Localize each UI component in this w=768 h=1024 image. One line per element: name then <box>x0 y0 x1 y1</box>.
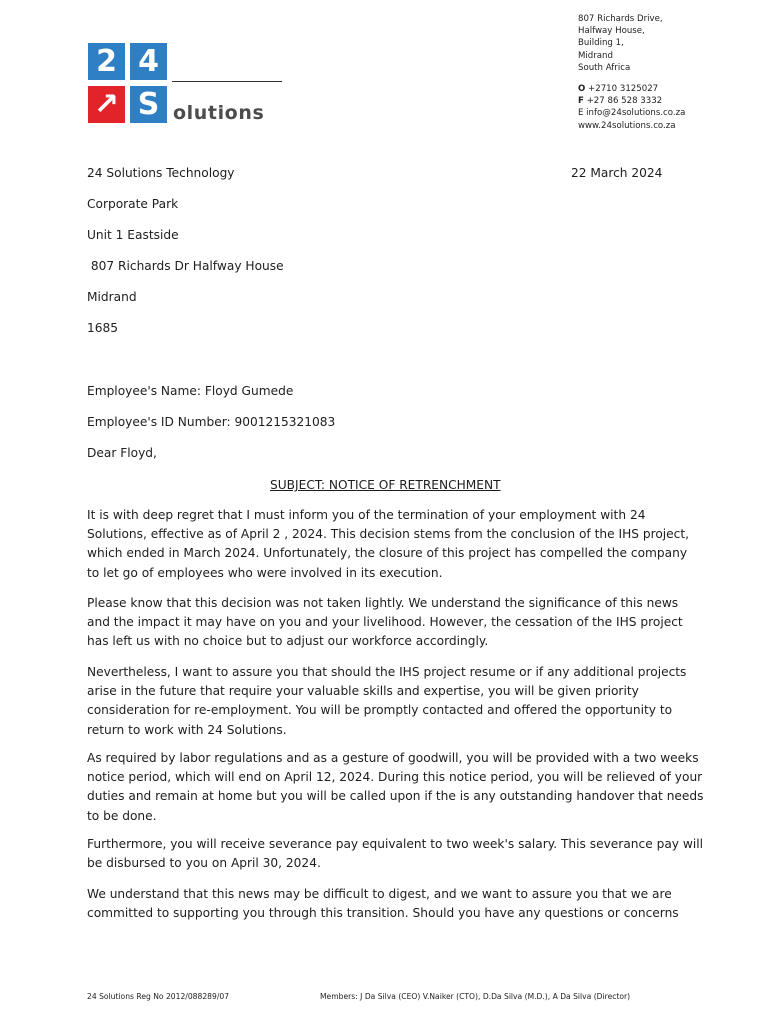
paragraph-line: Please know that this decision was not taken lightly. We understand the significance of this news <box>87 596 679 610</box>
body-paragraph <box>87 506 690 583</box>
employee-id: Employee's ID Number: 9001215321083 <box>87 415 336 429</box>
logo-wordmark: olutions <box>173 102 265 124</box>
body-paragraph <box>87 663 687 740</box>
recipient-address-line: Midrand <box>87 290 137 304</box>
email-prefix: E <box>578 108 584 119</box>
paragraph-line: We understand that this news may be difficult to digest, and we want to assure you that we are <box>87 887 672 901</box>
company-contact-block <box>578 13 685 132</box>
logo-tile-2: 2 <box>88 43 125 80</box>
logo-tile-s: S <box>130 86 167 123</box>
address-line: Midrand <box>578 50 613 61</box>
body-paragraph <box>87 885 687 923</box>
paragraph-line: consideration for re-employment. You will be promptly contacted and offered the opportunity to <box>87 703 673 718</box>
email-address: info@24solutions.co.za <box>586 108 686 119</box>
paragraph-line: duties and remain at home but you will be called upon if the is any outstanding handover that needs <box>87 789 704 804</box>
footer-members: Members: J Da Silva (CEO) V.Naiker (CTO), D.Da Silva (M.D.), A Da Silva (Director) <box>320 992 631 1001</box>
letter-date: 22 March 2024 <box>571 166 663 180</box>
footer-registration: 24 Solutions Reg No 2012/088289/07 <box>87 992 230 1001</box>
logo-tile-4: 4 <box>130 43 167 80</box>
paragraph-line: arise in the future that require your valuable skills and expertise, you will be given priority <box>87 684 639 699</box>
body-paragraph <box>87 749 704 826</box>
paragraph-line: return to work with 24 Solutions. <box>87 722 287 737</box>
recipient-address-line: 24 Solutions Technology <box>87 166 235 180</box>
paragraph-line: committed to supporting you through this transition. Should you have any questions or concerns <box>87 906 679 921</box>
recipient-postal-code: 1685 <box>87 321 119 335</box>
paragraph-line: to let go of employees who were involved in its execution. <box>87 565 443 580</box>
phone-number: +2710 3125027 <box>588 84 659 95</box>
recipient-address-line: Corporate Park <box>87 197 179 211</box>
paragraph-line: be disbursed to you on April 30, 2024. <box>87 856 321 871</box>
fax-prefix: F <box>578 96 584 107</box>
paragraph-line: Furthermore, you will receive severance pay equivalent to two week's salary. This severance pay will <box>87 837 704 851</box>
paragraph-line: to be done. <box>87 808 157 823</box>
paragraph-line: and the impact it may have on you and your livelihood. However, the cessation of the IHS project <box>87 615 683 630</box>
paragraph-line: Nevertheless, I want to assure you that should the IHS project resume or if any additional projects <box>87 665 687 679</box>
logo-arrow-icon: ↗ <box>88 86 125 123</box>
salutation: Dear Floyd, <box>87 446 157 460</box>
email-line <box>578 107 685 119</box>
fax-number: +27 86 528 3332 <box>586 96 663 107</box>
paragraph-line: has left us with no choice but to adjust our workforce accordingly. <box>87 634 489 649</box>
employee-name: Employee's Name: Floyd Gumede <box>87 384 294 398</box>
fax-line <box>578 95 685 107</box>
phone-prefix: O <box>578 84 586 95</box>
recipient-address-line: 807 Richards Dr Halfway House <box>87 259 284 273</box>
body-paragraph <box>87 594 687 652</box>
recipient-address-line: Unit 1 Eastside <box>87 228 179 242</box>
paragraph-line: As required by labor regulations and as a gesture of goodwill, you will be provided with a two weeks <box>87 751 699 765</box>
website: www.24solutions.co.za <box>578 120 676 131</box>
paragraph-line: which ended in March 2024. Unfortunately, the closure of this project has compelled the company <box>87 546 688 561</box>
address-line: South Africa <box>578 62 631 73</box>
address-line: 807 Richards Drive, <box>578 14 663 24</box>
paragraph-line: notice period, which will end on April 12, 2024. During this notice period, you will be relieved of your <box>87 770 703 785</box>
address-line: Halfway House, <box>578 26 645 37</box>
paragraph-line: It is with deep regret that I must inform you of the termination of your employment with 24 <box>87 508 646 522</box>
paragraph-line: Solutions, effective as of April 2 , 2024. This decision stems from the conclusion of the IHS project, <box>87 527 690 542</box>
letter-subject: SUBJECT: NOTICE OF RETRENCHMENT <box>270 478 501 492</box>
logo-rule <box>172 81 282 82</box>
body-paragraph <box>87 835 704 873</box>
address-line: Building 1, <box>578 38 624 49</box>
phone-line <box>578 83 685 95</box>
